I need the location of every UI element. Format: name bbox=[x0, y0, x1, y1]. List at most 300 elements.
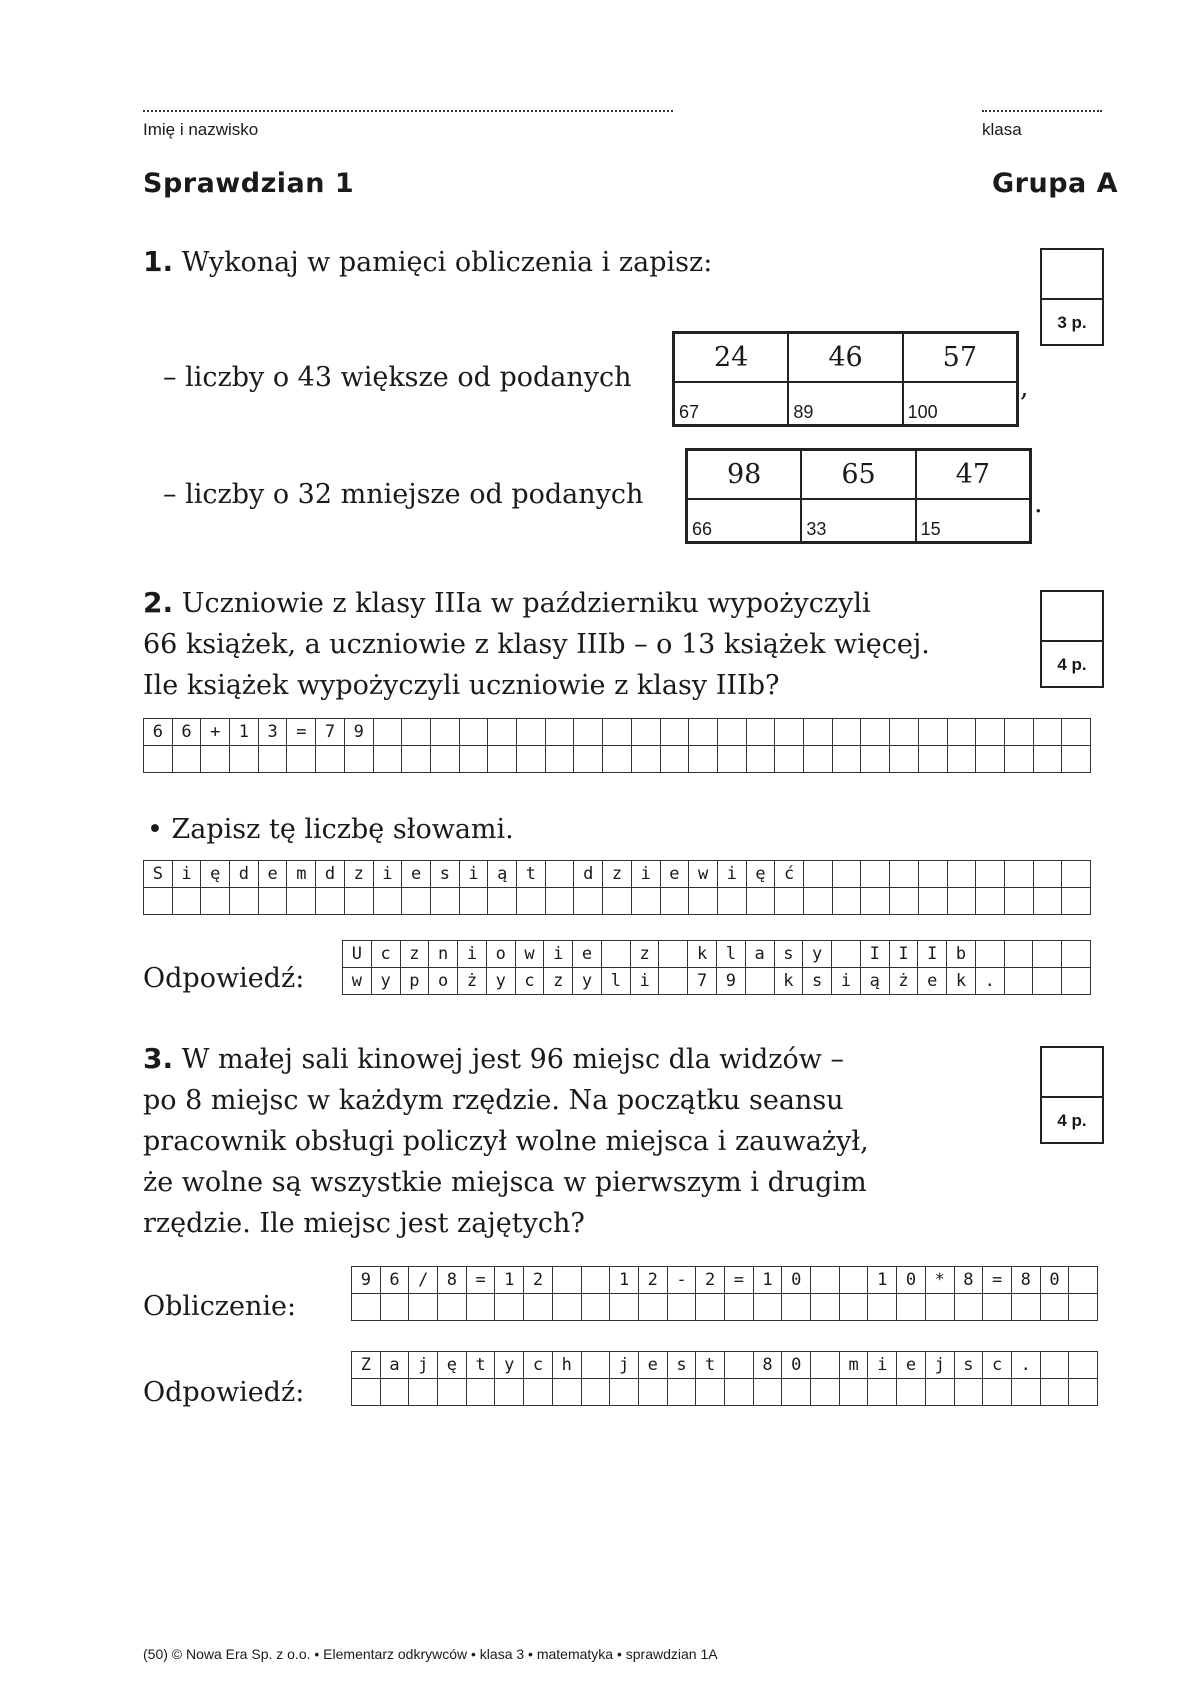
grid-cell[interactable]: 7 bbox=[316, 719, 345, 746]
grid-cell[interactable]: m bbox=[287, 861, 316, 888]
grid-cell[interactable]: i bbox=[868, 1352, 897, 1379]
grid-cell[interactable]: k bbox=[947, 968, 976, 995]
grid-cell[interactable] bbox=[1033, 968, 1062, 995]
grid-cell[interactable] bbox=[661, 746, 690, 773]
grid-cell[interactable] bbox=[546, 861, 575, 888]
grid-cell[interactable]: e bbox=[639, 1352, 668, 1379]
answer-cell[interactable]: 89 bbox=[788, 382, 902, 426]
grid-cell[interactable]: i bbox=[718, 861, 747, 888]
grid-cell[interactable]: c bbox=[372, 941, 401, 968]
grid-cell[interactable] bbox=[868, 1379, 897, 1406]
grid-cell[interactable] bbox=[718, 888, 747, 915]
grid-cell[interactable]: o bbox=[429, 968, 458, 995]
grid-cell[interactable]: p bbox=[401, 968, 430, 995]
grid-cell[interactable] bbox=[524, 1294, 553, 1321]
grid-cell[interactable] bbox=[804, 746, 833, 773]
grid-cell[interactable]: 9 bbox=[345, 719, 374, 746]
grid-cell[interactable] bbox=[1041, 1379, 1070, 1406]
grid-cell[interactable] bbox=[546, 888, 575, 915]
grid-cell[interactable] bbox=[603, 719, 632, 746]
grid-cell[interactable] bbox=[1005, 888, 1034, 915]
grid-cell[interactable]: w bbox=[516, 941, 545, 968]
grid-cell[interactable]: c bbox=[516, 968, 545, 995]
grid-cell[interactable] bbox=[746, 968, 775, 995]
grid-cell[interactable]: 6 bbox=[144, 719, 173, 746]
grid-cell[interactable]: 2 bbox=[524, 1267, 553, 1294]
grid-cell[interactable]: 1 bbox=[610, 1267, 639, 1294]
grid-cell[interactable]: e bbox=[661, 861, 690, 888]
grid-cell[interactable] bbox=[546, 719, 575, 746]
grid-cell[interactable]: 8 bbox=[438, 1267, 467, 1294]
grid-cell[interactable] bbox=[890, 861, 919, 888]
grid-cell[interactable] bbox=[409, 1379, 438, 1406]
grid-cell[interactable]: 9 bbox=[352, 1267, 381, 1294]
grid-cell[interactable]: U bbox=[343, 941, 372, 968]
grid-cell[interactable] bbox=[574, 746, 603, 773]
grid-cell[interactable] bbox=[144, 746, 173, 773]
grid-cell[interactable] bbox=[890, 746, 919, 773]
grid-cell[interactable]: 8 bbox=[955, 1267, 984, 1294]
score-field[interactable] bbox=[1042, 592, 1102, 642]
answer-cell[interactable]: 15 bbox=[916, 499, 1031, 543]
grid-cell[interactable] bbox=[811, 1294, 840, 1321]
grid-cell[interactable] bbox=[1005, 968, 1034, 995]
grid-cell[interactable] bbox=[582, 1352, 611, 1379]
grid-cell[interactable] bbox=[948, 719, 977, 746]
grid-cell[interactable] bbox=[603, 746, 632, 773]
grid-cell[interactable] bbox=[488, 888, 517, 915]
grid-cell[interactable] bbox=[696, 1379, 725, 1406]
grid-cell[interactable]: z bbox=[401, 941, 430, 968]
grid-cell[interactable]: w bbox=[343, 968, 372, 995]
grid-cell[interactable] bbox=[775, 746, 804, 773]
grid-cell[interactable]: e bbox=[573, 941, 602, 968]
grid-cell[interactable]: t bbox=[696, 1352, 725, 1379]
grid-cell[interactable] bbox=[1062, 968, 1091, 995]
answer-cell[interactable]: 100 bbox=[903, 382, 1018, 426]
grid-cell[interactable] bbox=[1041, 1352, 1070, 1379]
grid-cell[interactable] bbox=[495, 1379, 524, 1406]
grid-cell[interactable]: t bbox=[517, 861, 546, 888]
grid-cell[interactable] bbox=[926, 1379, 955, 1406]
grid-cell[interactable] bbox=[689, 746, 718, 773]
grid-cell[interactable]: y bbox=[372, 968, 401, 995]
grid-cell[interactable] bbox=[1062, 888, 1091, 915]
grid-cell[interactable]: 6 bbox=[381, 1267, 410, 1294]
grid-cell[interactable]: 8 bbox=[754, 1352, 783, 1379]
grid-cell[interactable] bbox=[775, 719, 804, 746]
grid-cell[interactable] bbox=[582, 1294, 611, 1321]
grid-cell[interactable]: k bbox=[775, 968, 804, 995]
grid-cell[interactable]: l bbox=[717, 941, 746, 968]
grid-cell[interactable] bbox=[868, 1294, 897, 1321]
grid-cell[interactable] bbox=[718, 746, 747, 773]
grid-cell[interactable] bbox=[582, 1267, 611, 1294]
grid-cell[interactable] bbox=[689, 888, 718, 915]
grid-cell[interactable]: s bbox=[775, 941, 804, 968]
grid-cell[interactable] bbox=[230, 746, 259, 773]
grid-cell[interactable] bbox=[431, 719, 460, 746]
grid-cell[interactable]: h bbox=[553, 1352, 582, 1379]
grid-cell[interactable] bbox=[983, 1379, 1012, 1406]
grid-cell[interactable] bbox=[833, 861, 862, 888]
grid-cell[interactable] bbox=[574, 719, 603, 746]
grid-cell[interactable] bbox=[725, 1294, 754, 1321]
grid-cell[interactable] bbox=[1005, 941, 1034, 968]
grid-cell[interactable]: e bbox=[897, 1352, 926, 1379]
grid-cell[interactable]: I bbox=[918, 941, 947, 968]
grid-cell[interactable] bbox=[948, 746, 977, 773]
grid-cell[interactable]: ą bbox=[488, 861, 517, 888]
grid-cell[interactable] bbox=[524, 1379, 553, 1406]
grid-cell[interactable]: s bbox=[668, 1352, 697, 1379]
grid-cell[interactable] bbox=[840, 1267, 869, 1294]
grid-cell[interactable]: y bbox=[803, 941, 832, 968]
grid-cell[interactable]: n bbox=[429, 941, 458, 968]
grid-cell[interactable]: ę bbox=[438, 1352, 467, 1379]
grid-cell[interactable] bbox=[948, 861, 977, 888]
grid-cell[interactable] bbox=[546, 746, 575, 773]
grid-cell[interactable] bbox=[173, 746, 202, 773]
task2-calc-grid[interactable] bbox=[143, 718, 1091, 773]
grid-cell[interactable] bbox=[603, 888, 632, 915]
grid-cell[interactable] bbox=[467, 1294, 496, 1321]
grid-cell[interactable]: c bbox=[983, 1352, 1012, 1379]
grid-cell[interactable] bbox=[1005, 719, 1034, 746]
grid-cell[interactable] bbox=[374, 719, 403, 746]
grid-cell[interactable]: = bbox=[983, 1267, 1012, 1294]
grid-cell[interactable] bbox=[517, 719, 546, 746]
grid-cell[interactable] bbox=[316, 888, 345, 915]
grid-cell[interactable] bbox=[574, 888, 603, 915]
grid-cell[interactable]: 2 bbox=[639, 1267, 668, 1294]
grid-cell[interactable]: j bbox=[926, 1352, 955, 1379]
grid-cell[interactable] bbox=[431, 888, 460, 915]
grid-cell[interactable] bbox=[926, 1294, 955, 1321]
grid-cell[interactable]: / bbox=[409, 1267, 438, 1294]
grid-cell[interactable] bbox=[1034, 888, 1063, 915]
grid-cell[interactable] bbox=[316, 746, 345, 773]
grid-cell[interactable]: s bbox=[803, 968, 832, 995]
grid-cell[interactable]: 0 bbox=[897, 1267, 926, 1294]
grid-cell[interactable]: = bbox=[467, 1267, 496, 1294]
grid-cell[interactable] bbox=[840, 1294, 869, 1321]
grid-cell[interactable] bbox=[1005, 861, 1034, 888]
grid-cell[interactable]: y bbox=[495, 1352, 524, 1379]
grid-cell[interactable] bbox=[976, 861, 1005, 888]
grid-cell[interactable] bbox=[632, 719, 661, 746]
score-field[interactable] bbox=[1042, 250, 1102, 300]
grid-cell[interactable] bbox=[345, 746, 374, 773]
grid-cell[interactable]: m bbox=[840, 1352, 869, 1379]
grid-cell[interactable] bbox=[811, 1379, 840, 1406]
grid-cell[interactable] bbox=[983, 1294, 1012, 1321]
grid-cell[interactable] bbox=[1033, 941, 1062, 968]
grid-cell[interactable] bbox=[718, 719, 747, 746]
grid-cell[interactable]: d bbox=[316, 861, 345, 888]
grid-cell[interactable] bbox=[919, 719, 948, 746]
grid-cell[interactable] bbox=[467, 1379, 496, 1406]
grid-cell[interactable] bbox=[1069, 1379, 1098, 1406]
grid-cell[interactable] bbox=[833, 719, 862, 746]
grid-cell[interactable] bbox=[402, 888, 431, 915]
grid-cell[interactable]: 1 bbox=[230, 719, 259, 746]
grid-cell[interactable] bbox=[287, 746, 316, 773]
grid-cell[interactable]: b bbox=[947, 941, 976, 968]
grid-cell[interactable]: + bbox=[201, 719, 230, 746]
grid-cell[interactable] bbox=[661, 888, 690, 915]
task2-words-grid[interactable] bbox=[143, 860, 1091, 915]
grid-cell[interactable] bbox=[948, 888, 977, 915]
grid-cell[interactable] bbox=[460, 746, 489, 773]
grid-cell[interactable] bbox=[488, 719, 517, 746]
score-field[interactable] bbox=[1042, 1048, 1102, 1098]
grid-cell[interactable]: e bbox=[259, 861, 288, 888]
grid-cell[interactable]: s bbox=[955, 1352, 984, 1379]
grid-cell[interactable] bbox=[1005, 746, 1034, 773]
grid-cell[interactable] bbox=[775, 888, 804, 915]
grid-cell[interactable]: i bbox=[460, 861, 489, 888]
grid-cell[interactable] bbox=[639, 1379, 668, 1406]
grid-cell[interactable] bbox=[602, 941, 631, 968]
grid-cell[interactable]: 8 bbox=[1012, 1267, 1041, 1294]
grid-cell[interactable] bbox=[811, 1352, 840, 1379]
grid-cell[interactable] bbox=[782, 1379, 811, 1406]
grid-cell[interactable]: c bbox=[524, 1352, 553, 1379]
grid-cell[interactable] bbox=[553, 1379, 582, 1406]
grid-cell[interactable] bbox=[747, 719, 776, 746]
grid-cell[interactable] bbox=[610, 1294, 639, 1321]
grid-cell[interactable] bbox=[919, 888, 948, 915]
grid-cell[interactable] bbox=[639, 1294, 668, 1321]
task2-answer-grid[interactable] bbox=[342, 940, 1091, 995]
grid-cell[interactable] bbox=[861, 746, 890, 773]
grid-cell[interactable] bbox=[345, 888, 374, 915]
grid-cell[interactable]: . bbox=[1012, 1352, 1041, 1379]
grid-cell[interactable]: j bbox=[409, 1352, 438, 1379]
grid-cell[interactable]: 0 bbox=[782, 1267, 811, 1294]
grid-cell[interactable] bbox=[897, 1294, 926, 1321]
grid-cell[interactable]: 1 bbox=[754, 1267, 783, 1294]
grid-cell[interactable] bbox=[976, 719, 1005, 746]
grid-cell[interactable] bbox=[352, 1379, 381, 1406]
grid-cell[interactable]: Z bbox=[352, 1352, 381, 1379]
grid-cell[interactable] bbox=[861, 719, 890, 746]
grid-cell[interactable] bbox=[488, 746, 517, 773]
grid-cell[interactable]: a bbox=[381, 1352, 410, 1379]
grid-cell[interactable]: 1 bbox=[868, 1267, 897, 1294]
grid-cell[interactable] bbox=[610, 1379, 639, 1406]
grid-cell[interactable]: j bbox=[610, 1352, 639, 1379]
grid-cell[interactable] bbox=[668, 1294, 697, 1321]
name-line[interactable] bbox=[143, 110, 673, 112]
answer-cell[interactable]: 67 bbox=[674, 382, 789, 426]
grid-cell[interactable]: 6 bbox=[173, 719, 202, 746]
grid-cell[interactable] bbox=[553, 1294, 582, 1321]
grid-cell[interactable] bbox=[725, 1379, 754, 1406]
grid-cell[interactable]: ę bbox=[201, 861, 230, 888]
grid-cell[interactable]: ę bbox=[747, 861, 776, 888]
grid-cell[interactable]: 0 bbox=[782, 1352, 811, 1379]
grid-cell[interactable] bbox=[955, 1294, 984, 1321]
grid-cell[interactable] bbox=[661, 719, 690, 746]
grid-cell[interactable] bbox=[1069, 1352, 1098, 1379]
task3-calc-grid[interactable] bbox=[351, 1266, 1098, 1321]
grid-cell[interactable] bbox=[976, 941, 1005, 968]
grid-cell[interactable] bbox=[460, 719, 489, 746]
grid-cell[interactable]: = bbox=[725, 1267, 754, 1294]
grid-cell[interactable] bbox=[460, 888, 489, 915]
grid-cell[interactable]: 0 bbox=[1041, 1267, 1070, 1294]
grid-cell[interactable] bbox=[890, 888, 919, 915]
grid-cell[interactable]: z bbox=[345, 861, 374, 888]
grid-cell[interactable] bbox=[495, 1294, 524, 1321]
grid-cell[interactable] bbox=[553, 1267, 582, 1294]
grid-cell[interactable] bbox=[259, 888, 288, 915]
grid-cell[interactable]: ż bbox=[458, 968, 487, 995]
grid-cell[interactable] bbox=[201, 888, 230, 915]
grid-cell[interactable]: i bbox=[632, 861, 661, 888]
grid-cell[interactable]: k bbox=[688, 941, 717, 968]
grid-cell[interactable] bbox=[754, 1379, 783, 1406]
grid-cell[interactable] bbox=[1062, 861, 1091, 888]
grid-cell[interactable] bbox=[381, 1379, 410, 1406]
grid-cell[interactable] bbox=[832, 941, 861, 968]
grid-cell[interactable] bbox=[201, 746, 230, 773]
grid-cell[interactable] bbox=[1062, 941, 1091, 968]
grid-cell[interactable] bbox=[725, 1352, 754, 1379]
grid-cell[interactable] bbox=[438, 1294, 467, 1321]
grid-cell[interactable] bbox=[976, 888, 1005, 915]
grid-cell[interactable] bbox=[747, 888, 776, 915]
grid-cell[interactable]: z bbox=[544, 968, 573, 995]
grid-cell[interactable]: z bbox=[603, 861, 632, 888]
grid-cell[interactable] bbox=[381, 1294, 410, 1321]
grid-cell[interactable] bbox=[173, 888, 202, 915]
grid-cell[interactable] bbox=[1069, 1267, 1098, 1294]
class-line[interactable] bbox=[982, 110, 1102, 112]
grid-cell[interactable] bbox=[409, 1294, 438, 1321]
grid-cell[interactable]: z bbox=[631, 941, 660, 968]
grid-cell[interactable] bbox=[976, 746, 1005, 773]
grid-cell[interactable] bbox=[747, 746, 776, 773]
grid-cell[interactable] bbox=[861, 888, 890, 915]
grid-cell[interactable] bbox=[861, 861, 890, 888]
grid-cell[interactable]: . bbox=[976, 968, 1005, 995]
grid-cell[interactable] bbox=[897, 1379, 926, 1406]
grid-cell[interactable]: 1 bbox=[495, 1267, 524, 1294]
grid-cell[interactable]: = bbox=[287, 719, 316, 746]
grid-cell[interactable] bbox=[287, 888, 316, 915]
grid-cell[interactable]: i bbox=[544, 941, 573, 968]
grid-cell[interactable] bbox=[754, 1294, 783, 1321]
grid-cell[interactable] bbox=[1069, 1294, 1098, 1321]
grid-cell[interactable] bbox=[1012, 1294, 1041, 1321]
grid-cell[interactable] bbox=[659, 941, 688, 968]
grid-cell[interactable]: ą bbox=[861, 968, 890, 995]
grid-cell[interactable] bbox=[668, 1379, 697, 1406]
grid-cell[interactable] bbox=[632, 746, 661, 773]
grid-cell[interactable]: a bbox=[746, 941, 775, 968]
grid-cell[interactable]: I bbox=[890, 941, 919, 968]
grid-cell[interactable] bbox=[517, 746, 546, 773]
grid-cell[interactable] bbox=[1062, 746, 1091, 773]
answer-cell[interactable]: 33 bbox=[801, 499, 915, 543]
grid-cell[interactable] bbox=[1034, 861, 1063, 888]
grid-cell[interactable]: d bbox=[230, 861, 259, 888]
grid-cell[interactable] bbox=[840, 1379, 869, 1406]
grid-cell[interactable] bbox=[1062, 719, 1091, 746]
grid-cell[interactable] bbox=[402, 719, 431, 746]
grid-cell[interactable] bbox=[352, 1294, 381, 1321]
grid-cell[interactable] bbox=[438, 1379, 467, 1406]
grid-cell[interactable] bbox=[1041, 1294, 1070, 1321]
grid-cell[interactable] bbox=[517, 888, 546, 915]
grid-cell[interactable]: y bbox=[573, 968, 602, 995]
grid-cell[interactable]: 3 bbox=[259, 719, 288, 746]
grid-cell[interactable]: S bbox=[144, 861, 173, 888]
grid-cell[interactable]: 7 bbox=[688, 968, 717, 995]
grid-cell[interactable]: - bbox=[668, 1267, 697, 1294]
grid-cell[interactable] bbox=[689, 719, 718, 746]
grid-cell[interactable]: l bbox=[602, 968, 631, 995]
grid-cell[interactable] bbox=[1034, 746, 1063, 773]
grid-cell[interactable] bbox=[1034, 719, 1063, 746]
grid-cell[interactable]: 2 bbox=[696, 1267, 725, 1294]
grid-cell[interactable] bbox=[1012, 1379, 1041, 1406]
grid-cell[interactable]: w bbox=[689, 861, 718, 888]
grid-cell[interactable] bbox=[890, 719, 919, 746]
grid-cell[interactable]: ć bbox=[775, 861, 804, 888]
grid-cell[interactable] bbox=[632, 888, 661, 915]
grid-cell[interactable]: * bbox=[926, 1267, 955, 1294]
grid-cell[interactable]: e bbox=[402, 861, 431, 888]
task3-answer-grid[interactable] bbox=[351, 1351, 1098, 1406]
grid-cell[interactable]: y bbox=[487, 968, 516, 995]
grid-cell[interactable]: i bbox=[631, 968, 660, 995]
grid-cell[interactable] bbox=[659, 968, 688, 995]
grid-cell[interactable] bbox=[230, 888, 259, 915]
grid-cell[interactable]: i bbox=[458, 941, 487, 968]
grid-cell[interactable] bbox=[782, 1294, 811, 1321]
grid-cell[interactable] bbox=[144, 888, 173, 915]
grid-cell[interactable]: 9 bbox=[717, 968, 746, 995]
grid-cell[interactable] bbox=[811, 1267, 840, 1294]
grid-cell[interactable] bbox=[402, 746, 431, 773]
grid-cell[interactable] bbox=[374, 888, 403, 915]
grid-cell[interactable]: s bbox=[431, 861, 460, 888]
grid-cell[interactable]: e bbox=[918, 968, 947, 995]
grid-cell[interactable]: i bbox=[173, 861, 202, 888]
grid-cell[interactable] bbox=[582, 1379, 611, 1406]
grid-cell[interactable] bbox=[919, 746, 948, 773]
grid-cell[interactable] bbox=[804, 719, 833, 746]
grid-cell[interactable]: i bbox=[374, 861, 403, 888]
grid-cell[interactable] bbox=[955, 1379, 984, 1406]
grid-cell[interactable]: ż bbox=[890, 968, 919, 995]
grid-cell[interactable] bbox=[374, 746, 403, 773]
grid-cell[interactable] bbox=[431, 746, 460, 773]
answer-cell[interactable]: 66 bbox=[687, 499, 802, 543]
grid-cell[interactable] bbox=[833, 888, 862, 915]
grid-cell[interactable] bbox=[804, 888, 833, 915]
grid-cell[interactable] bbox=[696, 1294, 725, 1321]
grid-cell[interactable] bbox=[259, 746, 288, 773]
grid-cell[interactable]: o bbox=[487, 941, 516, 968]
grid-cell[interactable]: t bbox=[467, 1352, 496, 1379]
grid-cell[interactable]: i bbox=[832, 968, 861, 995]
grid-cell[interactable] bbox=[804, 861, 833, 888]
